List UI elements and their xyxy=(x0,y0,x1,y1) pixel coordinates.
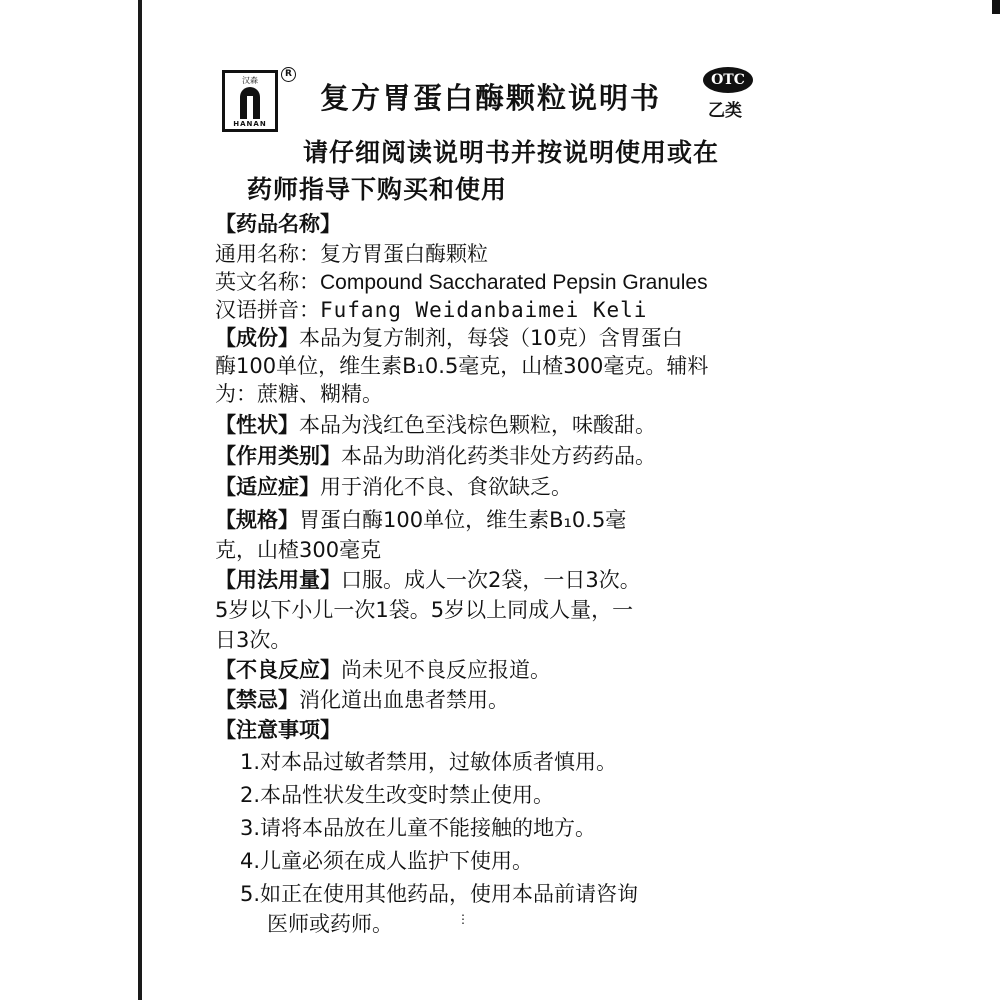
english-name-row xyxy=(215,272,708,293)
pinyin-label: 汉语拼音： xyxy=(215,298,320,322)
character-text: 本品为浅红色至浅棕色颗粒，味酸甜。 xyxy=(299,413,656,437)
notice-line-1: 请仔细阅读说明书并按说明使用或在 xyxy=(303,138,720,167)
precaution-item: 3.请将本品放在儿童不能接触的地方。 xyxy=(240,816,597,840)
footer-mark: ⋮ xyxy=(457,912,469,926)
logo-top-text: 汉森 xyxy=(242,76,258,85)
composition-line-3: 为：蔗糖、糊精。 xyxy=(215,382,383,406)
composition-label: 【成份】 xyxy=(215,326,299,350)
usage-line-3: 日3次。 xyxy=(215,628,292,652)
logo-bottom-text: HANAN xyxy=(233,120,267,128)
precaution-item: 1.对本品过敏者禁用，过敏体质者慎用。 xyxy=(240,750,618,774)
generic-name-row xyxy=(215,244,488,265)
contraindication-row xyxy=(215,690,509,711)
notice-line-2: 药师指导下购买和使用 xyxy=(247,175,508,204)
spec-line-2: 克，山楂300毫克 xyxy=(215,538,382,562)
precaution-item: 4.儿童必须在成人监护下使用。 xyxy=(240,849,534,873)
indication-row xyxy=(215,477,572,498)
contraindication-label: 【禁忌】 xyxy=(215,688,299,712)
page-edge-mark xyxy=(992,0,1000,14)
logo-mark-icon xyxy=(240,87,260,119)
precaution-item: 5.如正在使用其他药品，使用本品前请咨询 xyxy=(240,882,639,906)
indication-text: 用于消化不良、食欲缺乏。 xyxy=(320,475,572,499)
spec-text-1: 胃蛋白酶100单位，维生素B₁0.5毫 xyxy=(299,508,627,532)
usage-line-1 xyxy=(215,570,641,591)
composition-line-1 xyxy=(215,328,683,349)
english-name-label: 英文名称： xyxy=(215,270,320,294)
precaution-item-continued: 医师或药师。 xyxy=(267,912,393,936)
document-title: 复方胃蛋白酶颗粒说明书 xyxy=(320,81,662,115)
usage-label: 【用法用量】 xyxy=(215,568,341,592)
category-text: 本品为助消化药类非处方药药品。 xyxy=(341,444,656,468)
composition-line-2: 酶100单位，维生素B₁0.5毫克，山楂300毫克。辅料 xyxy=(215,354,709,378)
category-label: 【作用类别】 xyxy=(215,444,341,468)
spec-label: 【规格】 xyxy=(215,508,299,532)
english-name-value: Compound Saccharated Pepsin Granules xyxy=(320,271,708,294)
otc-class-label: 乙类 xyxy=(708,101,742,121)
usage-text-1: 口服。成人一次2袋，一日3次。 xyxy=(341,568,641,592)
brand-logo xyxy=(222,70,278,132)
precaution-item: 2.本品性状发生改变时禁止使用。 xyxy=(240,783,555,807)
character-label: 【性状】 xyxy=(215,413,299,437)
generic-name-value: 复方胃蛋白酶颗粒 xyxy=(320,242,488,266)
registered-mark-icon: R xyxy=(281,67,296,82)
adverse-text: 尚未见不良反应报道。 xyxy=(341,658,551,682)
spec-line-1 xyxy=(215,510,626,531)
category-row xyxy=(215,446,656,467)
character-row xyxy=(215,415,656,436)
usage-line-2: 5岁以下小儿一次1袋。5岁以上同成人量，一 xyxy=(215,598,634,622)
composition-text-1: 本品为复方制剂，每袋（10克）含胃蛋白 xyxy=(299,326,683,350)
otc-badge: OTC xyxy=(703,67,753,93)
section-drug-name-heading: 【药品名称】 xyxy=(215,212,341,236)
contraindication-text: 消化道出血患者禁用。 xyxy=(299,688,509,712)
page-edge-left xyxy=(138,0,142,1000)
pinyin-value: Fufang Weidanbaimei Keli xyxy=(320,298,648,322)
adverse-label: 【不良反应】 xyxy=(215,658,341,682)
adverse-row xyxy=(215,660,551,681)
indication-label: 【适应症】 xyxy=(215,475,320,499)
precautions-heading: 【注意事项】 xyxy=(215,718,341,742)
generic-name-label: 通用名称： xyxy=(215,242,320,266)
pinyin-row xyxy=(215,300,647,321)
